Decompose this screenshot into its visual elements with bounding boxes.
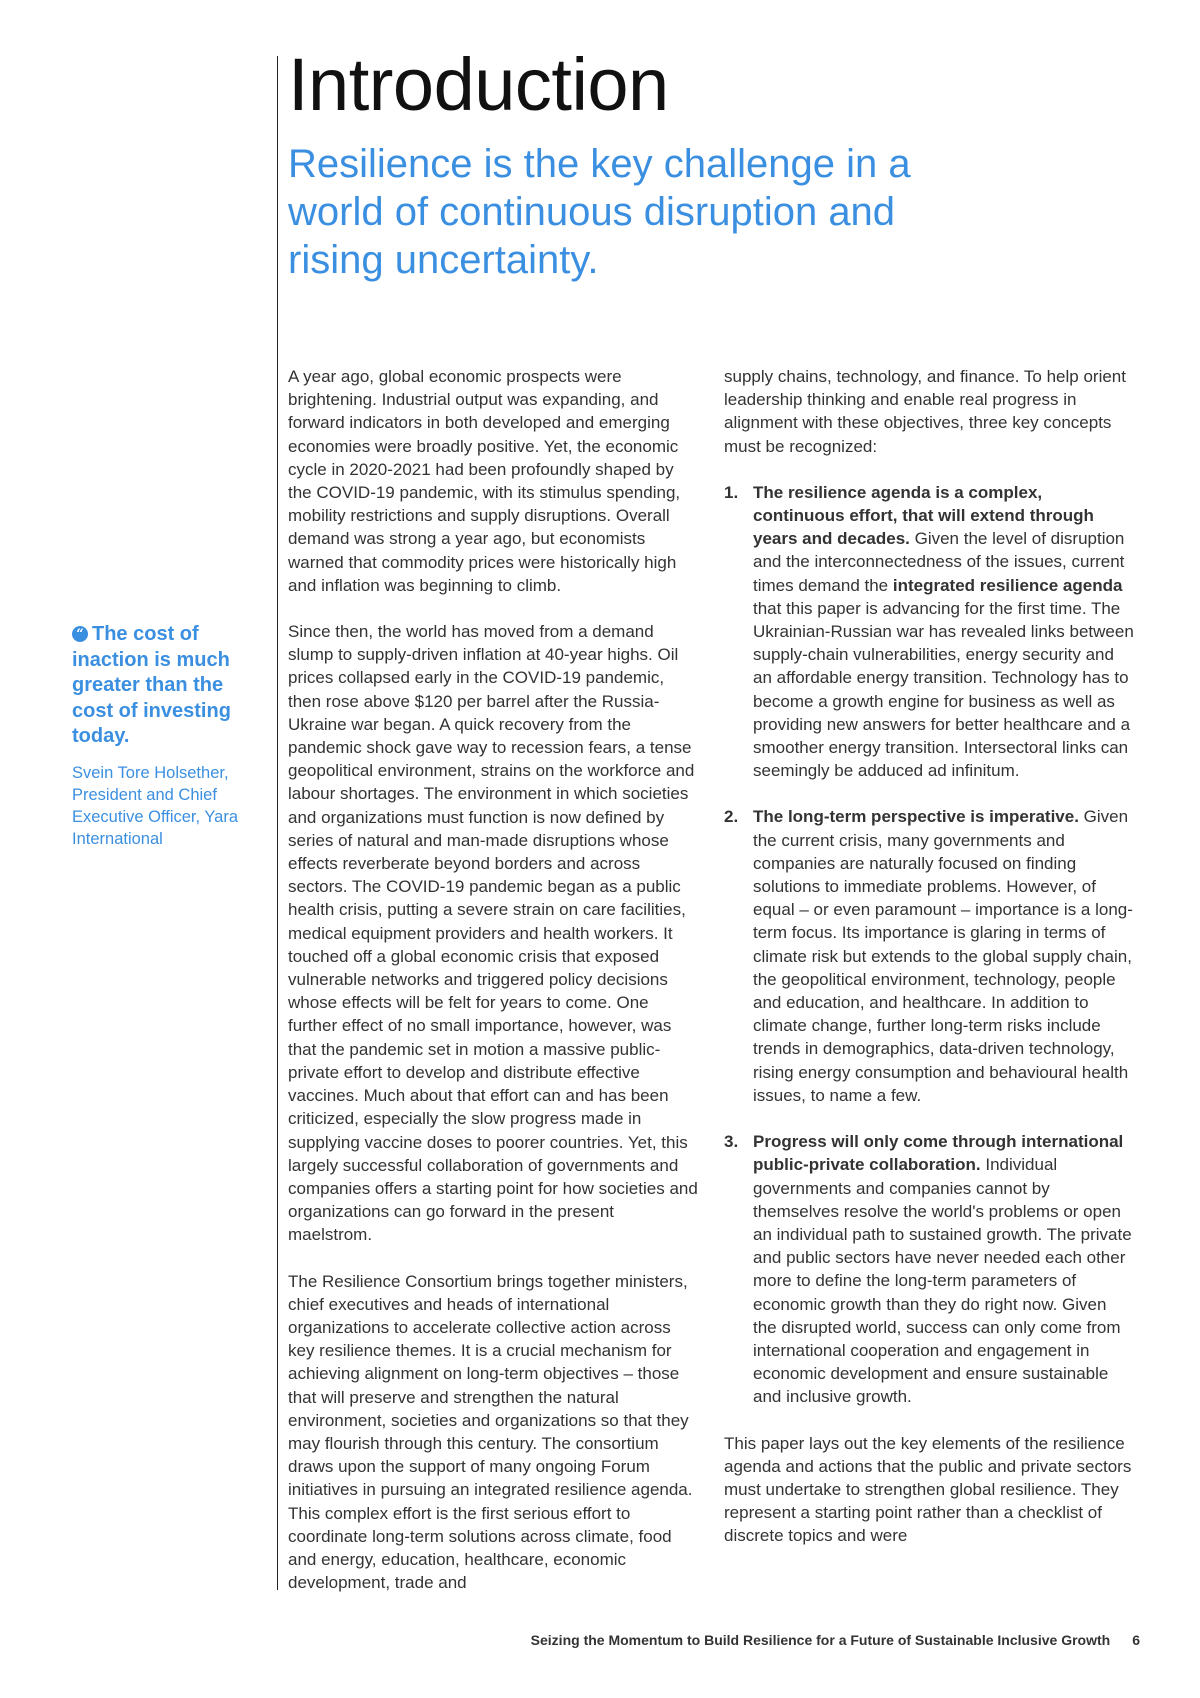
pull-quote-text: The cost of inaction is much greater than the cost of investing today. bbox=[72, 623, 231, 747]
quote-icon: “ bbox=[72, 626, 88, 642]
list-number: 2. bbox=[724, 807, 739, 827]
list-number: 1. bbox=[724, 482, 739, 502]
list-item-lead: The long-term perspective is imperative. bbox=[753, 807, 1079, 827]
list-item-emphasis: integrated resilience agenda bbox=[892, 575, 1123, 595]
paragraph: supply chains, technology, and finance. To help orient leadership thinking and enable real progress in alignment with these objectives, three key concepts must be recognized: bbox=[724, 367, 1126, 456]
key-concepts-list bbox=[724, 481, 1134, 1409]
paragraph: This paper lays out the key elements of the resilience agenda and actions that the public and private sectors must undertake to strengthen global resilience. They represent a starting point rather than a checklist of discrete topics and were bbox=[724, 1433, 1132, 1546]
list-item-text: Given the level of disruption and the interconnectedness of the issues, current times demand the bbox=[753, 529, 1125, 595]
footer-title: Seizing the Momentum to Build Resilience for a Future of Sustainable Inclusive Growth bbox=[530, 1632, 1111, 1648]
list-item-text: Given the current crisis, many governments and companies are naturally focused on finding solutions to immediate problems. However, of equal – or even paramount – importance is a long-term focus. Its importance is glaring in terms of climate risk but extends to the global supply chain, the geopolitical environment, technology, people and education, and healthcare. In addition to climate change, further long-term risks include trends in demographics, data-driven technology, rising energy consumption and behavioural health issues, to name a few. bbox=[753, 807, 1133, 1105]
paragraph: The Resilience Consortium brings together ministers, chief executives and heads of international organizations to accelerate collective action across key resilience themes. It is a crucial mechanism for achieving alignment on long-term objectives – those that will preserve and strengthen the natural environment, societies and organizations so that they may flourish through this century. The consortium draws upon the support of many ongoing Forum initiatives in pursuing an integrated resilience agenda. This complex effort is the first serious effort to coordinate long-term solutions across climate, food and energy, education, healthcare, economic development, trade and bbox=[288, 1271, 693, 1593]
paragraph: Since then, the world has moved from a demand slump to supply-driven inflation at 40-year highs. Oil prices collapsed early in the COVID-19 pandemic, then rose above $120 per barrel after the Russia-Ukraine war began. A quick recovery from the pandemic shock gave way to recession fears, a tense geopolitical environment, strains on the workforce and labour shortages. The environment in which societies and organizations must function is now defined by series of natural and man-made disruptions whose effects reverberate beyond borders and across sectors. The COVID-19 pandemic began as a public health crisis, putting a severe strain on care facilities, medical equipment providers and health workers. It touched off a global economic crisis that exposed vulnerable networks and triggered policy decisions whose effects will be felt for years to come. One further effect of no small importance, however, was that the pandemic set in motion a massive public-private effort to develop and distribute effective vaccines. Much about that effort can and has been criticized, especially the slow progress made in supplying vaccine doses to poorer countries. Yet, this largely successful collaboration of governments and companies offers a starting point for how societies and organizations can go forward in the present maelstrom. bbox=[288, 622, 698, 1245]
list-item-lead: The resilience agenda is a complex, continuous effort, that will extend through years and decades. bbox=[753, 482, 1094, 549]
list-item bbox=[724, 1130, 1134, 1408]
list-item-text: that this paper is advancing for the first time. The Ukrainian-Russian war has revealed links between supply-chain vulnerabilities, energy security and an affordable energy transition. Technology has to become a growth engine for business as well as providing new answers for better healthcare and a smoother energy transition. Intersectoral links can seemingly be adduced ad infinitum. bbox=[753, 598, 1134, 781]
page-subtitle: Resilience is the key challenge in a world of continuous disruption and rising uncertainty. bbox=[288, 142, 911, 282]
list-item bbox=[724, 805, 1134, 1107]
pull-quote-attribution: Svein Tore Holsether, President and Chief Executive Officer, Yara International bbox=[72, 763, 238, 848]
list-item-text: Individual governments and companies cannot by themselves resolve the world's problems or open an individual path to sustained growth. The private and public sectors have never needed each other more to define the long-term parameters of economic growth than they do right now. Given the disrupted world, success can only come from international cooperation and engagement in economic development and ensure sustainable and inclusive growth. bbox=[753, 1155, 1132, 1407]
list-number: 3. bbox=[724, 1132, 739, 1152]
body-column-right bbox=[724, 365, 1134, 1571]
paragraph: A year ago, global economic prospects were brightening. Industrial output was expanding, and forward indicators in both developed and emerging economies were broadly positive. Yet, the economic cycle in 2020-2021 had been profoundly shaped by the COVID-19 pandemic, with its stimulus spending, mobility restrictions and supply disruptions. Overall demand was strong a year ago, but economists warned that commodity prices were historically high and inflation was beginning to climb. bbox=[288, 367, 681, 595]
pull-quote-text-block bbox=[72, 622, 242, 750]
page-number: 6 bbox=[1132, 1632, 1140, 1648]
pull-quote bbox=[72, 622, 242, 850]
page-footer bbox=[420, 1632, 1140, 1648]
body-column-left bbox=[288, 365, 698, 1617]
list-item-lead: Progress will only come through international public-private collaboration. bbox=[753, 1132, 1124, 1175]
page-title: Introduction bbox=[288, 43, 669, 126]
list-item bbox=[724, 481, 1134, 783]
vertical-rule bbox=[277, 56, 278, 1590]
